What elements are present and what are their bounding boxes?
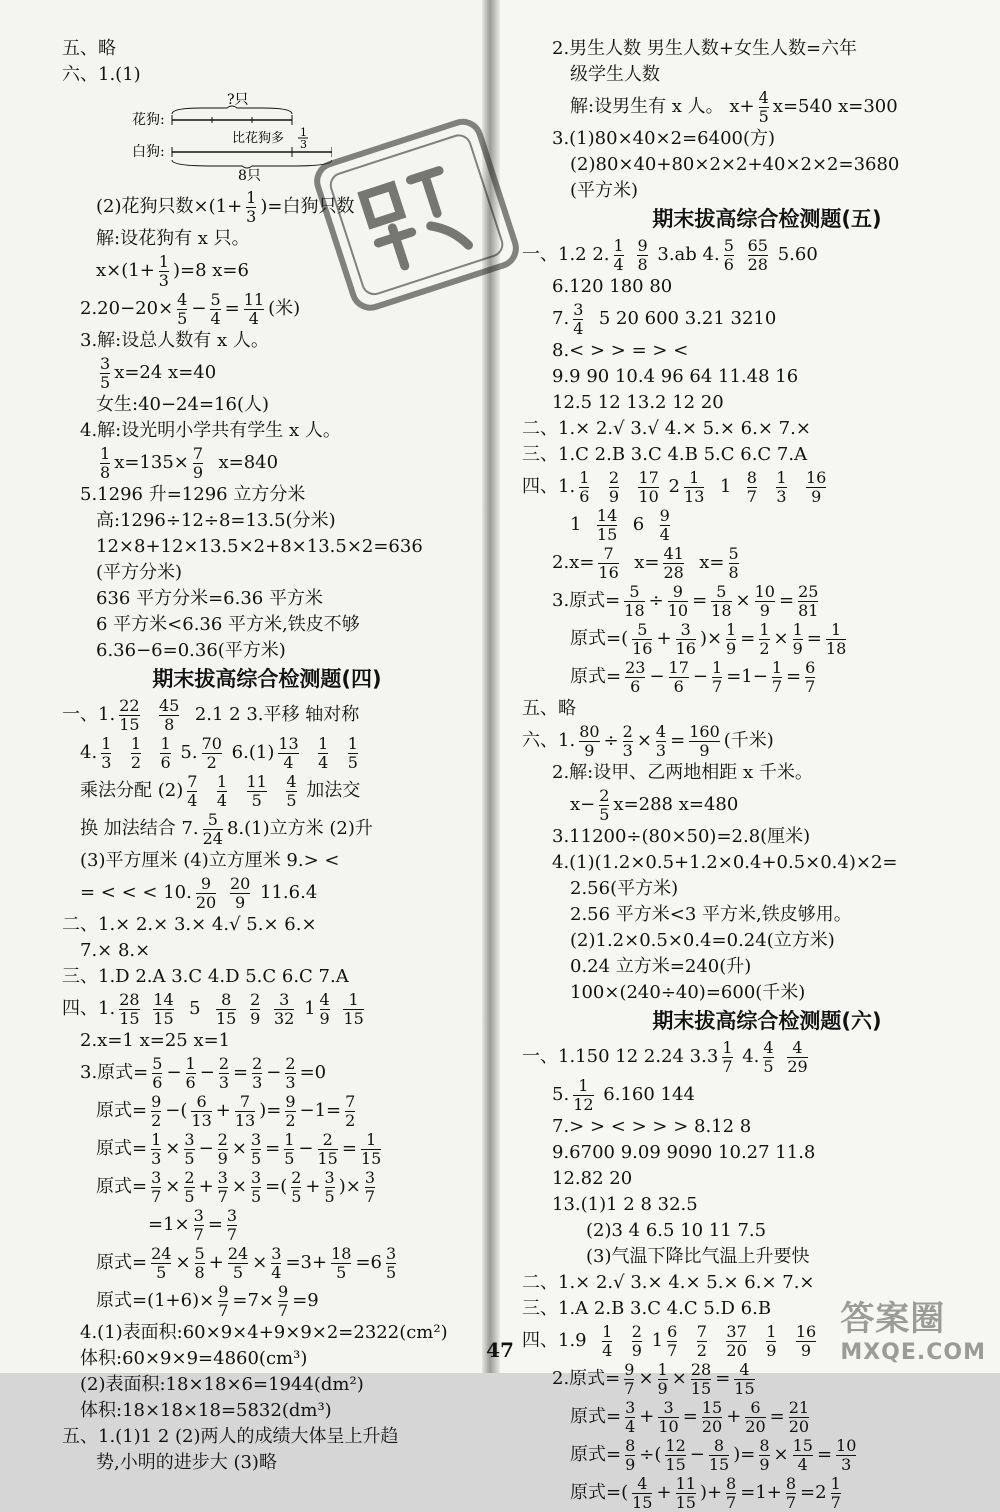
answer-line: (2)1.2×0.5×0.4=0.24(立方米) [570, 930, 835, 951]
answer-line: 二、1.× 2.√ 3.√ 4.× 5.× 6.× 7.× [522, 418, 811, 439]
text: 原式= [96, 1138, 148, 1159]
text: x=540 x=300 [772, 96, 898, 117]
text: 1 [570, 514, 582, 535]
fraction: $\frac{3}{7}$ [226, 1205, 238, 1244]
text: 一、1.150 12 2.24 3.3 [522, 1046, 719, 1067]
text: (千米) [723, 730, 774, 751]
fraction: $\frac{4}{3}$ [655, 721, 667, 760]
text: 四、1. [62, 998, 116, 1019]
site-watermark [840, 1291, 986, 1365]
answer-line: 原式= $\frac{23}{6}$ − $\frac{17}{6}$ − $\frac{1}{7}$ =1− $\frac{1}{7}$ = $\frac{6}{7}$ [570, 657, 816, 696]
fraction: $\frac{4}{9}$ [319, 989, 330, 1028]
fraction: $\frac{8}{15}$ [215, 989, 237, 1028]
fraction: $\frac{25}{81}$ [798, 581, 819, 620]
book-gutter [482, 0, 500, 1373]
answer-line: 7.× 8.× [80, 940, 151, 961]
fraction: $\frac{17}{6}$ [668, 657, 689, 696]
watermark-site: MXQE.COM [840, 1340, 986, 1365]
fraction: $\frac{160}{9}$ [689, 721, 720, 760]
fraction: $\frac{1}{3}$ [158, 251, 169, 290]
text: x× [96, 260, 122, 281]
answer-line: 13.(1)1 2 8 32.5 [552, 1194, 698, 1215]
answer-line: 势,小明的进步大 (3)略 [96, 1452, 277, 1473]
fraction: $\frac{1}{2}$ [130, 733, 142, 772]
text: = < < < 10. [80, 882, 192, 903]
fraction: $\frac{3}{4}$ [573, 299, 584, 338]
diagram-label-row1: 花狗: [132, 112, 165, 128]
fraction: $\frac{45}{8}$ [159, 695, 180, 734]
page-number: 47 [486, 1338, 514, 1362]
fraction: $\frac{65}{28}$ [747, 235, 768, 274]
text: 3.原式= [552, 590, 621, 611]
fraction: $\frac{3}{7}$ [364, 1167, 375, 1206]
answer-line: 100×(240÷40)=600(千米) [570, 982, 806, 1003]
text: 2.20−20× [80, 298, 174, 319]
fraction: $\frac{4}{5}$ [763, 1037, 774, 1076]
fraction: $\frac{24}{5}$ [227, 1243, 249, 1282]
answer-line: 原式= $\frac{3}{7}$ × $\frac{2}{5}$ + $\frac{3}{7}$ × $\frac{3}{5}$ =( $\frac{2}{5}$ + $\frac{3}{5}$ )× $\frac{3}{7}$ [96, 1167, 375, 1206]
fraction: $\frac{41}{28}$ [663, 543, 684, 582]
answer-line: 原式=(1+6)× $\frac{9}{7}$ =7× $\frac{9}{7}$ =9 [96, 1281, 319, 1320]
fraction: $\frac{28}{15}$ [690, 1359, 712, 1398]
answer-line: 6.120 180 80 [552, 276, 673, 297]
fraction: $\frac{3}{32}$ [274, 989, 295, 1028]
fraction: $\frac{3}{4}$ [271, 1243, 282, 1282]
fraction: $\frac{2}{3}$ [252, 1053, 263, 1092]
fraction: $\frac{13}{4}$ [278, 733, 299, 772]
left-column [62, 36, 472, 1476]
brace-shape [172, 160, 332, 168]
fraction: $\frac{1}{12}$ [573, 1075, 594, 1114]
fraction: $\frac{1}{4}$ [318, 733, 329, 772]
fraction: $\frac{5}{6}$ [152, 1053, 163, 1092]
answer-line: 五、1.(1)1 2 (2)两人的成绩大体呈上升趋 [62, 1426, 399, 1447]
fraction: $\frac{2}{3}$ [285, 1053, 296, 1092]
fraction: $\frac{1}{8}$ [100, 443, 111, 482]
fraction: $\frac{11}{15}$ [675, 1473, 696, 1512]
text: 加法交 [306, 780, 361, 801]
fraction: $\frac{1}{6}$ [160, 733, 171, 772]
answer-line: 636 平方分米=6.36 平方米 [96, 588, 323, 609]
text: 8.(1)立方米 (2)升 [226, 818, 373, 839]
fraction: $\frac{18}{5}$ [331, 1243, 352, 1282]
answer-line: 12.5 12 13.2 12 20 [552, 392, 724, 413]
fraction: $\frac{5}{16}$ [632, 619, 653, 658]
fraction: $\frac{2}{9}$ [250, 989, 261, 1028]
answer-line [62, 772, 472, 810]
answer-line [62, 354, 472, 392]
fraction: $\frac{7}{2}$ [696, 1321, 707, 1360]
text: 6.(1) [231, 742, 275, 763]
fraction: $\frac{7}{13}$ [234, 1091, 256, 1130]
answer-line: 6.36−6=0.36(平方米) [96, 640, 286, 661]
fraction: $\frac{4}{5}$ [286, 771, 297, 810]
fraction: $\frac{7}{16}$ [598, 543, 619, 582]
answer-line: 原式= $\frac{3}{4}$ + $\frac{3}{10}$ = $\frac{15}{20}$ + $\frac{6}{20}$ = $\frac{21}{20}$ [570, 1397, 810, 1436]
fraction: $\frac{5}{4}$ [210, 289, 221, 328]
fraction: $\frac{5}{8}$ [728, 543, 739, 582]
fraction: $\frac{3}{16}$ [675, 619, 696, 658]
answer-line: 五、略 [522, 698, 576, 719]
answer-line: 2.原式= $\frac{9}{7}$ × $\frac{1}{9}$ × $\frac{28}{15}$ = $\frac{4}{15}$ [552, 1359, 755, 1398]
answer-line: (2)表面积:18×18×6=1944(dm²) [80, 1374, 364, 1395]
fraction: $\frac{20}{9}$ [229, 873, 251, 912]
fraction: $\frac{15}{4}$ [792, 1435, 813, 1474]
fraction: $\frac{1}{4}$ [216, 771, 228, 810]
text: x=135× [114, 452, 189, 473]
text: 一、1.2 2. [522, 244, 610, 265]
fraction: $\frac{1}{7}$ [830, 1473, 841, 1512]
answer-line [62, 874, 472, 912]
fraction: $\frac{1}{15}$ [343, 989, 364, 1028]
text: 2.x= [552, 552, 595, 573]
fraction: $\frac{9}{2}$ [285, 1091, 296, 1130]
answer-line: (2)花狗只数×(1+ $\frac{1}{3}$ )=白狗只数 [96, 187, 355, 226]
answer-line: 六、1.(1) [62, 64, 141, 85]
fraction: $\frac{1}{4}$ [602, 1321, 613, 1360]
answer-line: (3)气温下降比气温上升要快 [586, 1246, 810, 1267]
answer-line: 女生:40−24=16(人) [96, 394, 269, 415]
fraction: $\frac{3}{5}$ [386, 1243, 397, 1282]
line-segment-diagram [132, 90, 332, 182]
fraction: $\frac{9}{2}$ [151, 1091, 162, 1130]
answer-line: 原式=( $\frac{4}{15}$ + $\frac{11}{15}$ )+ $\frac{8}{7}$ =1+ $\frac{8}{7}$ =2 $\frac{1}{7}$ [570, 1473, 841, 1512]
text: 5.60 [777, 244, 818, 265]
answer-line: 四、1. $\frac{1}{6}$ $\frac{2}{9}$ $\frac{17}{10}$ 2 $\frac{1}{13}$ 1 $\frac{8}{7}$ $\frac{1}{3}$ $\frac{16}{9}$ [522, 467, 827, 506]
answer-line: 1 $\frac{14}{15}$ 6 $\frac{9}{4}$ [570, 505, 670, 544]
fraction: $\frac{6}{7}$ [805, 657, 816, 696]
answer-line: 5.1296 升=1296 立方分米 [80, 484, 306, 505]
fraction: $\frac{1}{9}$ [792, 619, 803, 658]
fraction: $\frac{24}{5}$ [151, 1243, 172, 1282]
text: 2.原式= [552, 1368, 621, 1389]
section-title: 期末拔高综合检测题(五) [652, 207, 882, 231]
fraction: $\frac{8}{9}$ [625, 1435, 636, 1474]
fraction: $\frac{2}{5}$ [184, 1167, 195, 1206]
fraction: $\frac{7}{2}$ [345, 1091, 356, 1130]
fraction: $\frac{7}{4}$ [187, 771, 198, 810]
fraction: $\frac{3}{4}$ [625, 1397, 636, 1436]
answer-line: 二、1.× 2.× 3.× 4.√ 5.× 6.× [62, 914, 317, 935]
section-title: 期末拔高综合检测题(六) [652, 1009, 882, 1033]
fraction: $\frac{3}{5}$ [250, 1167, 262, 1206]
text: 3.ab 4. [657, 244, 720, 265]
text: =8 x=6 [180, 260, 249, 281]
answer-line [552, 88, 982, 126]
fraction: $\frac{23}{6}$ [625, 657, 646, 696]
fraction: $\frac{3}{7}$ [193, 1205, 204, 1244]
answer-line: 三、1.C 2.B 3.C 4.B 5.C 6.C 7.A [522, 444, 808, 465]
text: x− [570, 794, 596, 815]
answer-line: 原式=( $\frac{5}{16}$ + $\frac{3}{16}$ )× $\frac{1}{9}$ = $\frac{1}{2}$ × $\frac{1}{9}$ = $\frac{1}{18}$ [570, 619, 847, 658]
fraction: $\frac{12}{15}$ [665, 1435, 686, 1474]
fraction: $\frac{9}{10}$ [667, 581, 689, 620]
answer-line: 原式= $\frac{8}{9}$ ÷( $\frac{12}{15}$ − $\frac{8}{15}$ )= $\frac{8}{9}$ × $\frac{15}{4}$ = $\frac{10}{3}$ [570, 1435, 857, 1474]
answer-line: 3.11200÷(80×50)=2.8(厘米) [552, 826, 811, 847]
answer-line: 4.(1)(1.2×0.5+1.2×0.4+0.5×0.4)×2= [552, 852, 898, 873]
text: 原式= [570, 1482, 622, 1503]
text: 原式= [570, 628, 622, 649]
fraction: $\frac{11}{4}$ [243, 289, 265, 328]
fraction: $\frac{1}{7}$ [771, 657, 782, 696]
text: 一、1. [62, 704, 116, 725]
answer-line: 3.(1)80×40×2=6400(方) [552, 128, 776, 149]
answer-line: 原式= $\frac{9}{2}$ −( $\frac{6}{13}$ + $\frac{7}{13}$ )= $\frac{9}{2}$ −1= $\frac{7}{2}$ [96, 1091, 356, 1130]
answer-line [62, 810, 472, 848]
fraction: $\frac{1}{2}$ [759, 619, 770, 658]
fraction: $\frac{5}{8}$ [194, 1243, 205, 1282]
fraction: $\frac{2}{9}$ [217, 1129, 228, 1168]
fraction: $\frac{1}{6}$ [185, 1053, 196, 1092]
text: 4. [80, 742, 98, 763]
answer-line [522, 236, 982, 274]
fraction: $\frac{3}{7}$ [217, 1167, 228, 1206]
answer-line: 体积:18×18×18=5832(dm³) [80, 1400, 332, 1421]
fraction: $\frac{2}{3}$ [218, 1053, 230, 1092]
fraction: $\frac{1}{5}$ [347, 733, 358, 772]
text: =1× [148, 1214, 190, 1235]
answer-line [552, 1076, 982, 1114]
answer-line: 2.20−20× $\frac{4}{5}$ − $\frac{5}{4}$ = $\frac{11}{4}$ (米) [80, 289, 301, 328]
answer-line [62, 734, 472, 772]
text: 原式= [96, 1176, 148, 1197]
answer-line: (平方米) [570, 180, 639, 201]
fraction: $\frac{1}{18}$ [825, 619, 847, 658]
text: 7. [552, 308, 570, 329]
text: (米) [268, 298, 301, 319]
text: 5. [180, 742, 198, 763]
fraction: $\frac{1}{3}$ [151, 1129, 162, 1168]
text: x=288 x=480 [613, 794, 739, 815]
fraction: $\frac{2}{3}$ [622, 721, 633, 760]
answer-line: 四、1. $\frac{28}{15}$ $\frac{14}{15}$ 5 $\frac{8}{15}$ $\frac{2}{9}$ $\frac{3}{32}$ 1 $\frac{4}{9}$ $\frac{1}{15}$ [62, 989, 364, 1028]
answer-line: 原式= $\frac{1}{3}$ × $\frac{3}{5}$ − $\frac{2}{9}$ × $\frac{3}{5}$ = $\frac{1}{5}$ − $\frac{2}{15}$ = $\frac{1}{15}$ [96, 1129, 382, 1168]
answer-line: 2.x= $\frac{7}{16}$ x= $\frac{41}{28}$ x= $\frac{5}{8}$ [552, 543, 739, 582]
answer-line: 0.24 立方米=240(升) [570, 956, 752, 977]
fraction: $\frac{2}{5}$ [599, 785, 610, 824]
answer-line: =1× $\frac{3}{7}$ = $\frac{3}{7}$ [148, 1205, 238, 1244]
fraction: $\frac{14}{15}$ [153, 989, 174, 1028]
text: 原式= [570, 1406, 622, 1427]
fraction-den: 3 [300, 138, 307, 151]
fraction: $\frac{2}{9}$ [608, 467, 620, 506]
fraction: $\frac{5}{6}$ [723, 235, 734, 274]
text: 2.1 2 3.平移 轴对称 [194, 704, 360, 725]
answer-line: 二、1.× 2.√ 3.× 4.× 5.× 6.× 7.× [522, 1272, 815, 1293]
text: 原式=(1+6)× [96, 1290, 215, 1311]
fraction: $\frac{37}{20}$ [726, 1321, 747, 1360]
text: 解:设男生有 x 人。 x+ [570, 96, 755, 117]
fraction: $\frac{7}{9}$ [192, 443, 204, 482]
fraction: $\frac{6}{7}$ [667, 1321, 678, 1360]
fraction: $\frac{2}{9}$ [631, 1321, 642, 1360]
text: 原式= [96, 1100, 148, 1121]
answer-line: 体积:60×9×9=4860(cm³) [80, 1348, 308, 1369]
answer-line: 三、1.D 2.A 3.C 4.D 5.C 6.C 7.A [62, 966, 349, 987]
answer-line: 4.解:设光明小学共有学生 x 人。 [80, 420, 341, 441]
answer-line: 8.< > > = > < [552, 340, 689, 361]
fraction: $\frac{1}{6}$ [579, 467, 590, 506]
fraction: $\frac{2}{5}$ [291, 1167, 302, 1206]
text: 原式= [96, 1252, 148, 1273]
answer-line: 四、1.9 $\frac{1}{4}$ $\frac{2}{9}$ 1 $\frac{6}{7}$ $\frac{7}{2}$ $\frac{37}{20}$ $\frac{1}{9}$ $\frac{16}{9}$ [522, 1321, 817, 1360]
text: 四、1.9 [522, 1330, 587, 1351]
answer-line: 高:1296÷12÷8=13.5(分米) [96, 510, 336, 531]
fraction: $\frac{8}{9}$ [759, 1435, 770, 1474]
fraction: $\frac{4}{29}$ [787, 1037, 808, 1076]
text: 5 20 600 3.21 3210 [598, 308, 777, 329]
fraction: $\frac{10}{3}$ [836, 1435, 857, 1474]
fraction: $\frac{3}{5}$ [100, 353, 111, 392]
fraction: $\frac{1}{4}$ [613, 235, 624, 274]
fraction: $\frac{1}{13}$ [684, 467, 705, 506]
answer-line: 4.(1)表面积:60×9×4+9×9×2=2322(cm²) [80, 1322, 448, 1343]
answer-line [62, 444, 472, 482]
fraction: $\frac{1}{15}$ [360, 1129, 382, 1168]
diagram-label-row2: 白狗: [132, 144, 165, 160]
fraction: $\frac{1}{3}$ [246, 187, 257, 226]
fraction: $\frac{4}{15}$ [632, 1473, 653, 1512]
fraction: $\frac{9}{7}$ [624, 1359, 635, 1398]
fraction: $\frac{1}{9}$ [726, 619, 737, 658]
text: x=24 x=40 [114, 362, 217, 383]
fraction: $\frac{1}{7}$ [722, 1037, 733, 1076]
section-title: 期末拔高综合检测题(四) [152, 667, 382, 691]
fraction: $\frac{70}{2}$ [201, 733, 222, 772]
fraction: $\frac{16}{9}$ [806, 467, 827, 506]
fraction: $\frac{8}{7}$ [726, 1473, 737, 1512]
fraction: $\frac{6}{20}$ [745, 1397, 766, 1436]
fraction: $\frac{1}{5}$ [284, 1129, 295, 1168]
fraction: $\frac{21}{20}$ [788, 1397, 810, 1436]
answer-line: 解:设花狗有 x 只。 [96, 228, 250, 249]
answer-line: 六、1. $\frac{80}{9}$ ÷ $\frac{2}{3}$ × $\frac{4}{3}$ = $\frac{160}{9}$ (千米) [522, 721, 774, 760]
answer-line: 12×8+12×13.5×2+8×13.5×2=636 [96, 536, 423, 557]
fraction: $\frac{15}{20}$ [701, 1397, 723, 1436]
diagram-label-more: 比花狗多 [232, 131, 285, 146]
fraction: $\frac{4}{15}$ [734, 1359, 755, 1398]
answer-line: 3.原式= $\frac{5}{6}$ − $\frac{1}{6}$ − $\frac{2}{3}$ = $\frac{2}{3}$ − $\frac{2}{3}$ =0 [80, 1053, 327, 1092]
text: 4. [742, 1046, 760, 1067]
answer-line [552, 300, 982, 338]
text: 换 加法结合 7. [80, 818, 199, 839]
answer-line: 7.> > < > > > 8.12 8 [552, 1116, 752, 1137]
text: x=840 [218, 452, 279, 473]
answer-line: (2)80×40+80×2×2+40×2×2=3680 [570, 154, 900, 175]
fraction: $\frac{8}{7}$ [746, 467, 757, 506]
fraction: $\frac{28}{15}$ [119, 989, 140, 1028]
answer-line: 2.x=1 x=25 x=1 [80, 1030, 231, 1051]
fraction: $\frac{3}{5}$ [250, 1129, 262, 1168]
text: 原式= [570, 1444, 622, 1465]
fraction: $\frac{10}{9}$ [754, 581, 775, 620]
answer-line [552, 786, 982, 824]
text: 原式= [570, 666, 622, 687]
fraction: $\frac{4}{5}$ [177, 289, 188, 328]
fraction: $\frac{5}{24}$ [202, 809, 223, 848]
answer-line: 6 平方米<6.36 平方米,铁皮不够 [96, 614, 360, 635]
fraction: $\frac{11}{5}$ [246, 771, 267, 810]
fraction: $\frac{14}{15}$ [596, 505, 618, 544]
text: 11.6.4 [260, 882, 318, 903]
answer-line: 2.56 平方米<3 平方米,铁皮够用。 [570, 904, 852, 925]
answer-line: (平方分米) [96, 562, 183, 583]
fraction: $\frac{3}{5}$ [184, 1129, 195, 1168]
text: =白狗只数 [267, 196, 355, 217]
diagram-label-bottom: 8只 [238, 168, 261, 182]
answer-line: x×(1+ $\frac{1}{3}$ )=8 x=6 [96, 251, 249, 290]
text: 6.160 144 [603, 1084, 695, 1105]
fraction: $\frac{9}{7}$ [218, 1281, 229, 1320]
fraction: $\frac{8}{15}$ [708, 1435, 730, 1474]
text: (2)花狗只数× [96, 196, 209, 217]
answer-line: 9.9 90 10.4 96 64 11.48 16 [552, 366, 799, 387]
diagram-label-top: ?只 [227, 92, 249, 108]
answer-line: 五、略 [62, 38, 116, 59]
answer-line: 级学生人数 [570, 64, 660, 85]
answer-line: 3.原式= $\frac{5}{18}$ ÷ $\frac{9}{10}$ = $\frac{5}{18}$ × $\frac{10}{9}$ = $\frac{25}{81}$ [552, 581, 819, 620]
text: 乘法分配 (2) [80, 780, 184, 801]
answer-line: (2)3 4 6.5 10 11 7.5 [586, 1220, 767, 1241]
fraction: $\frac{22}{15}$ [119, 695, 140, 734]
answer-line: 2.56(平方米) [570, 878, 679, 899]
fraction: $\frac{4}{5}$ [758, 87, 769, 126]
answer-line [522, 1038, 982, 1076]
fraction-num: 1 [300, 126, 307, 139]
fraction: $\frac{8}{7}$ [785, 1473, 797, 1512]
fraction: $\frac{16}{9}$ [795, 1321, 817, 1360]
answer-line [62, 696, 472, 734]
fraction: $\frac{9}{7}$ [278, 1281, 289, 1320]
fraction: $\frac{2}{15}$ [317, 1129, 338, 1168]
text: 5. [552, 1084, 570, 1105]
fraction: $\frac{5}{18}$ [624, 581, 645, 620]
fraction: $\frac{1}{9}$ [766, 1321, 777, 1360]
answer-line: 2.解:设甲、乙两地相距 x 千米。 [552, 762, 813, 783]
fraction: $\frac{3}{5}$ [324, 1167, 335, 1206]
text: 四、1. [522, 476, 576, 497]
fraction: $\frac{9}{4}$ [659, 505, 670, 544]
answer-line: (3)平方厘米 (4)立方厘米 9.> < [80, 850, 340, 871]
fraction: $\frac{1}{7}$ [712, 657, 723, 696]
answer-line: 原式= $\frac{24}{5}$ × $\frac{5}{8}$ + $\frac{24}{5}$ × $\frac{3}{4}$ =3+ $\frac{18}{5}$ =6 $\frac{3}{5}$ [96, 1243, 397, 1282]
fraction: $\frac{9}{8}$ [637, 235, 648, 274]
fraction: $\frac{9}{20}$ [195, 873, 217, 912]
answer-line: 3.解:设总人数有 x 人。 [80, 330, 269, 351]
answer-line: 9.6700 9.09 9090 10.27 11.8 [552, 1142, 816, 1163]
answer-line: 12.82 20 [552, 1168, 633, 1189]
fraction: $\frac{6}{13}$ [191, 1091, 212, 1130]
fraction: $\frac{1}{3}$ [101, 733, 112, 772]
fraction: $\frac{3}{10}$ [658, 1397, 679, 1436]
answer-line: 三、1.A 2.B 3.C 4.C 5.D 6.B [522, 1298, 772, 1319]
watermark-logo: 答案圈 [840, 1299, 946, 1339]
text: 六、1. [522, 730, 576, 751]
answer-line: 2.男生人数 男生人数+女生人数=六年 [552, 38, 858, 59]
fraction: $\frac{1}{3}$ [776, 467, 787, 506]
text: 3.原式= [80, 1062, 149, 1083]
fraction: $\frac{1}{9}$ [657, 1359, 668, 1398]
fraction: $\frac{17}{10}$ [638, 467, 659, 506]
fraction: $\frac{80}{9}$ [579, 721, 600, 760]
fraction: $\frac{5}{18}$ [711, 581, 732, 620]
fraction: $\frac{3}{7}$ [151, 1167, 162, 1206]
